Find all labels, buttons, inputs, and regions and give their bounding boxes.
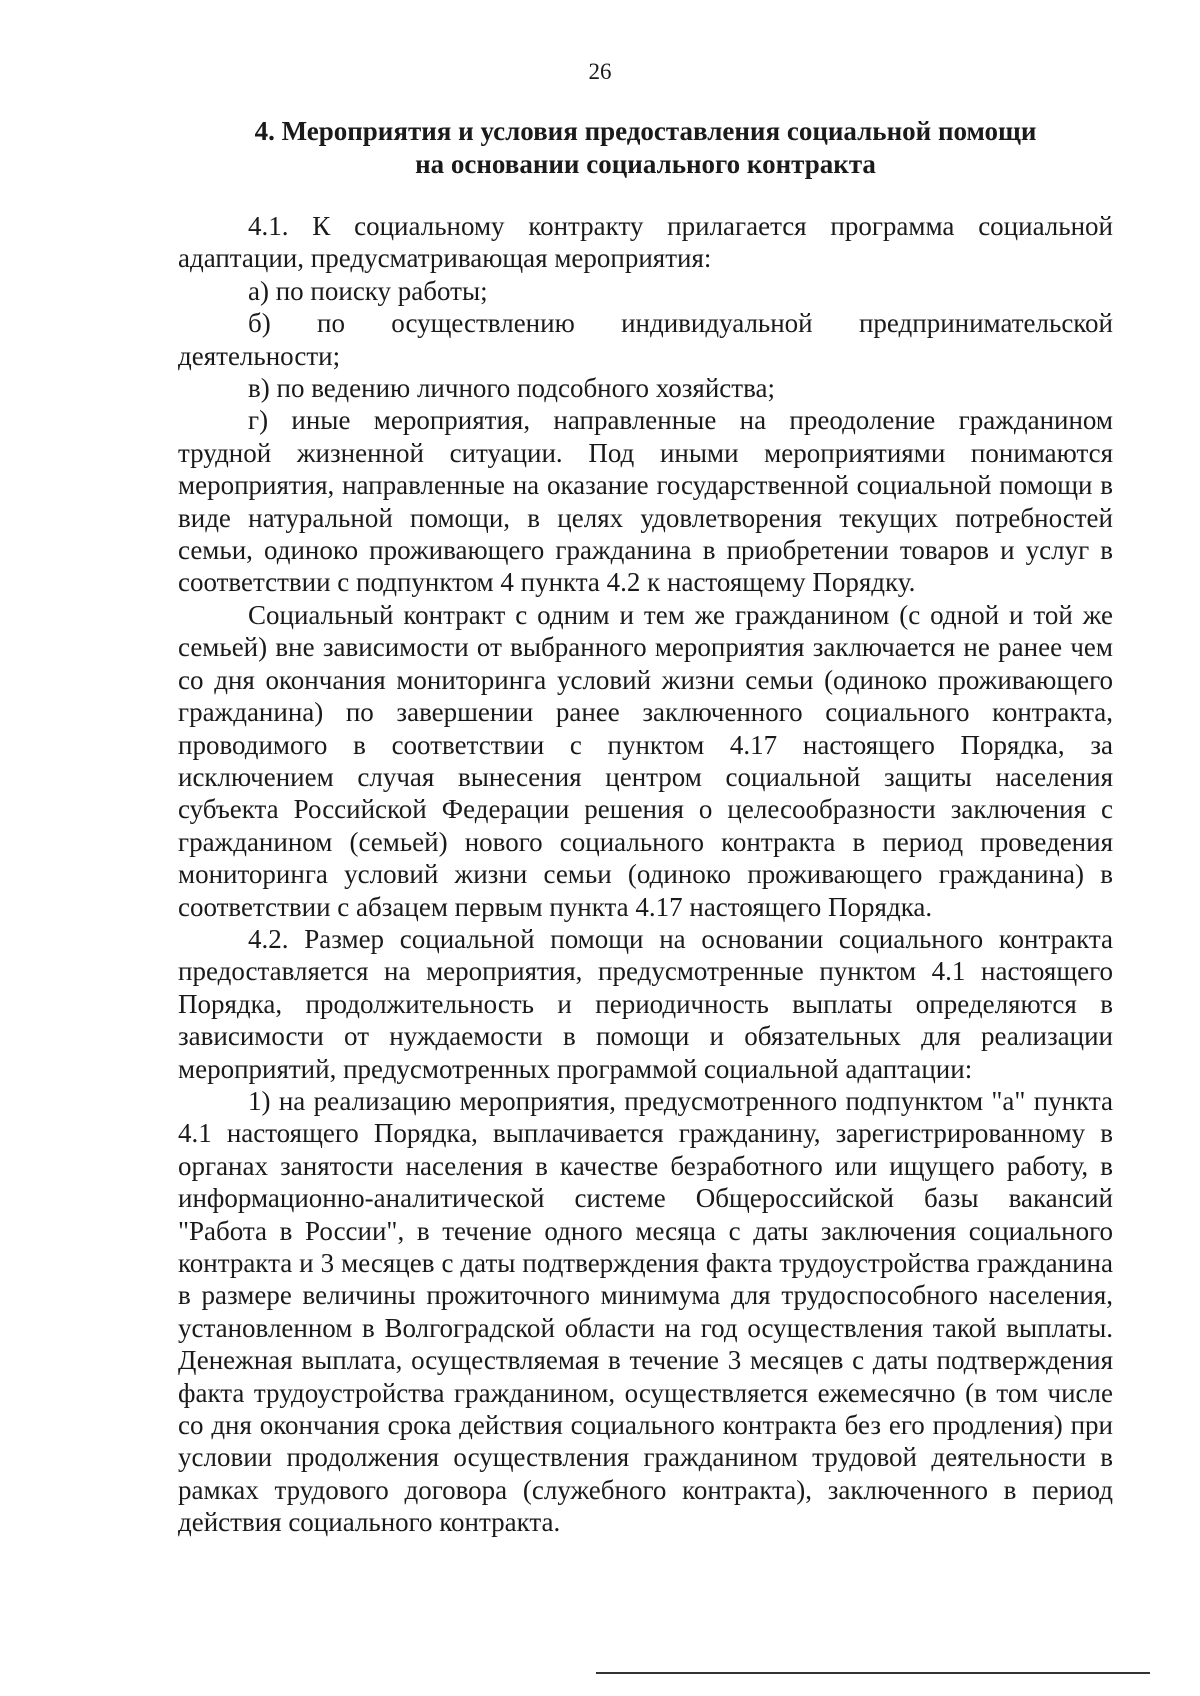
section-heading-line-1: 4. Мероприятия и условия предоставления социальной помощи: [254, 116, 1037, 146]
paragraph-4-2-item-1: 1) на реализацию мероприятия, предусмотренного подпунктом "а" пункта 4.1 настоящего Порядка, выплачивается гражданину, зарегистрированному в органах занятости населения в качестве безработного или ищущего работу, в информационно-аналитической системе Общероссийской базы вакансий "Работа в России", в течение одного месяца с даты заключения социального контракта и 3 месяцев с даты подтверждения факта трудоустройства гражданина в размере величины прожиточного минимума для трудоспособного населения, установленном в Волгоградской области на год осуществления такой выплаты. Денежная выплата, осуществляемая в течение 3 месяцев с даты подтверждения факта трудоустройства гражданином, осуществляется ежемесячно (в том числе со дня окончания срока действия социального контракта без его продления) при условии продолжения осуществления гражданином трудовой деятельности в рамках трудового договора (служебного контракта), заключенного в период действия социального контракта.: [178, 1085, 1113, 1538]
document-body: [178, 210, 1113, 1539]
list-item-v: в) по ведению личного подсобного хозяйства;: [248, 373, 775, 404]
footer-divider: [596, 1672, 1150, 1674]
section-heading-line-2: на основании социального контракта: [415, 149, 876, 179]
list-item-a: а) по поиску работы;: [248, 275, 488, 306]
page-number: 26: [588, 59, 612, 84]
paragraph-4-1: 4.1. К социальному контракту прилагается программа социальной адаптации, предусматривающая мероприятия:: [178, 211, 1113, 274]
paragraph-4-2: 4.2. Размер социальной помощи на основании социального контракта предоставляется на мероприятия, предусмотренные пунктом 4.1 настоящего Порядка, продолжительность и периодичность выплаты определяются в зависимости от нуждаемости в помощи и обязательных для реализации мероприятий, предусмотренных программой социальной адаптации:: [178, 923, 1113, 1084]
paragraph-contract-repeat: Социальный контракт с одним и тем же гражданином (с одной и той же семьей) вне зависимости от выбранного мероприятия заключается не ранее чем со дня окончания мониторинга условий жизни семьи (одиноко проживающего гражданина) по завершении ранее заключенного социального контракта, проводимого в соответствии с пунктом 4.17 настоящего Порядка, за исключением случая вынесения центром социальной защиты населения субъекта Российской Федерации решения о целесообразности заключения с гражданином (семьей) нового социального контракта в период проведения мониторинга условий жизни семьи (одиноко проживающего гражданина) в соответствии с абзацем первым пункта 4.17 настоящего Порядка.: [178, 599, 1113, 922]
list-item-b: б) по осуществлению индивидуальной предпринимательской деятельности;: [178, 308, 1113, 371]
list-item-g: г) иные мероприятия, направленные на преодоление гражданином трудной жизненной ситуации. Под иными мероприятиями понимаются мероприятия, направленные на оказание государственной социальной помощи в виде натуральной помощи, в целях удовлетворения текущих потребностей семьи, одиноко проживающего гражданина в приобретении товаров и услуг в соответствии с подпунктом 4 пункта 4.2 к настоящему Порядку.: [178, 405, 1113, 598]
section-heading: [178, 115, 1113, 181]
